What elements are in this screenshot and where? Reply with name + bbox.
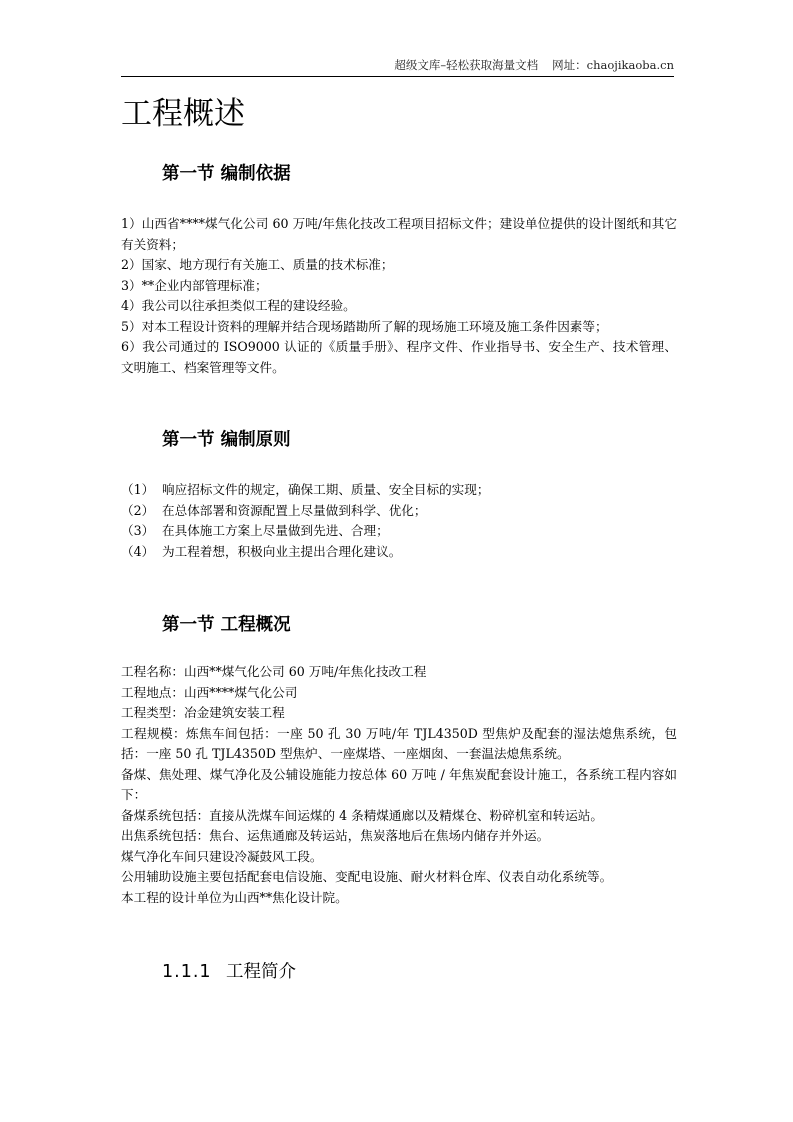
basis-item: 3）**企业内部管理标准； bbox=[121, 277, 268, 293]
principle-item bbox=[121, 501, 677, 522]
principle-item bbox=[121, 480, 677, 501]
section-heading-basis: 第一节 编制依据 bbox=[162, 164, 291, 184]
basis-item: 2）国家、地方现行有关施工、质量的技术标准； bbox=[121, 257, 394, 272]
overview-line: 公用辅助设施主要包括配套电信设施、变配电设施、耐火材料仓库、仪表自动化系统等。 bbox=[121, 869, 613, 884]
document-title: 工程概述 bbox=[121, 96, 245, 132]
principle-text: 为工程着想，积极向业主提出合理化建议。 bbox=[162, 543, 402, 559]
section-heading-principles: 第一节 编制原则 bbox=[162, 430, 291, 450]
basis-item: 5）对本工程设计资料的理解并结合现场踏勘所了解的现场施工环境及施工条件因素等； bbox=[121, 318, 608, 334]
overview-line: 工程规模：炼焦车间包括：一座 50 孔 30 万吨/年 TJL4350D 型焦炉及配套的湿法熄焦系统，包括：一座 50 孔 TJL4350D 型焦炉、一座煤塔、一座烟囱、一套温法熄焦系统。 bbox=[121, 725, 677, 761]
overview-body bbox=[121, 662, 677, 908]
principle-index: （2） bbox=[121, 502, 155, 518]
subsection-title: 工程简介 bbox=[226, 962, 296, 982]
principle-text: 在总体部署和资源配置上尽量做到科学、优化； bbox=[162, 502, 427, 518]
header-url-label: 网址： bbox=[552, 58, 587, 72]
principle-item bbox=[121, 521, 677, 542]
basis-item: 4）我公司以往承担类似工程的建设经验。 bbox=[121, 298, 356, 313]
header-site-text: 超级文库–轻松获取海量文档 bbox=[394, 58, 539, 72]
subsection-number: 1.1.1 bbox=[162, 962, 212, 982]
overview-line: 工程类型：冶金建筑安装工程 bbox=[121, 705, 285, 720]
basis-item: 1）山西省****煤气化公司 60 万吨/年焦化技改工程项目招标文件；建设单位提供的设计图纸和其它有关资料； bbox=[121, 216, 677, 252]
principle-index: （4） bbox=[121, 543, 155, 559]
page-header bbox=[121, 56, 674, 77]
basis-item: 6）我公司通过的 ISO9000 认证的《质量手册》、程序文件、作业指导书、安全生产、技术管理、文明施工、档案管理等文件。 bbox=[121, 339, 677, 375]
principle-item bbox=[121, 542, 677, 563]
overview-line: 备煤、焦处理、煤气净化及公辅设施能力按总体 60 万吨 / 年焦炭配套设计施工，各系统工程内容如下： bbox=[121, 766, 677, 802]
principle-index: （3） bbox=[121, 523, 155, 538]
overview-line: 煤气净化车间只建设冷凝鼓风工段。 bbox=[121, 848, 323, 864]
overview-line: 备煤系统包括：直接从洗煤车间运煤的 4 条精煤通廊以及精煤仓、粉碎机室和转运站。 bbox=[121, 807, 603, 823]
overview-line: 工程地点：山西****煤气化公司 bbox=[121, 684, 298, 700]
basis-list bbox=[121, 214, 677, 378]
overview-line: 出焦系统包括：焦台、运焦通廊及转运站，焦炭落地后在焦场内储存并外运。 bbox=[121, 828, 550, 843]
overview-line: 本工程的设计单位为山西**焦化设计院。 bbox=[121, 889, 348, 905]
principles-list bbox=[121, 480, 677, 562]
overview-line: 工程名称：山西**煤气化公司 60 万吨/年焦化技改工程 bbox=[121, 664, 427, 679]
header-url-link[interactable]: chaojikaoba.cn bbox=[586, 58, 674, 72]
principle-index: （1） bbox=[121, 482, 155, 497]
section-heading-overview: 第一节 工程概况 bbox=[162, 615, 291, 635]
principle-text: 响应招标文件的规定，确保工期、质量、安全目标的实现； bbox=[162, 482, 490, 497]
principle-text: 在具体施工方案上尽量做到先进、合理； bbox=[162, 523, 389, 538]
subsection-heading-intro bbox=[162, 960, 296, 984]
